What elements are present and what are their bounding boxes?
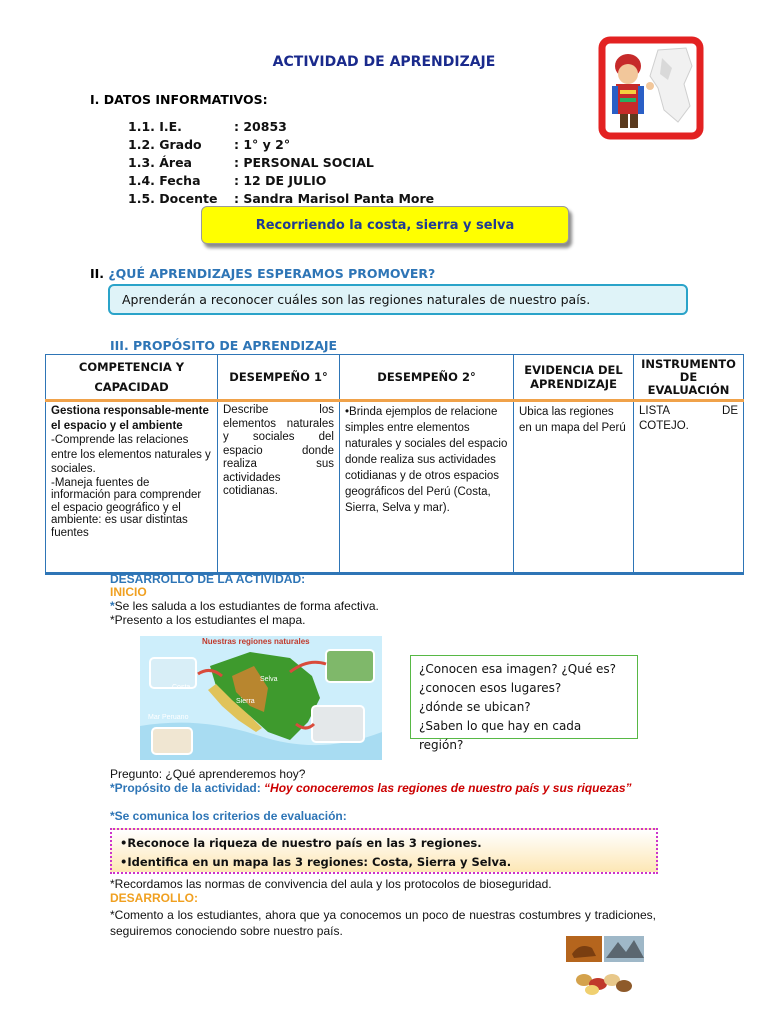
desarrollo-label: DESARROLLO: xyxy=(110,891,198,905)
criterio-1: •Reconoce la riqueza de nuestro país en las 3 regiones. xyxy=(120,836,482,850)
inicio-line-2: *Presento a los estudiantes el mapa. xyxy=(110,613,306,627)
bullet-star: * xyxy=(110,599,115,613)
cell-instrumento: LISTA DE COTEJO. xyxy=(634,401,744,574)
info-row-fecha xyxy=(128,172,434,190)
peru-regions-map xyxy=(140,636,382,760)
col-header-instrumento: INSTRUMENTO DE EVALUACIÓN xyxy=(634,355,744,401)
table-header-row xyxy=(46,355,744,401)
info-value: : 12 DE JULIO xyxy=(234,173,327,188)
competencia-capacidad-2: -Maneja fuentes de información para comprender el espacio geográfico y el ambiente: es usar distintas fuentes xyxy=(51,476,202,539)
normas-line: *Recordamos las normas de convivencia del aula y los protocolos de bioseguridad. xyxy=(110,877,552,891)
comento-paragraph: *Comento a los estudiantes, ahora que ya conocemos un poco de nuestras costumbres y tradiciones, seguiremos conociendo sobre nuestro país. xyxy=(110,908,656,938)
inicio-line-1 xyxy=(110,599,379,613)
section2-heading xyxy=(90,266,435,281)
col-header-competencia: COMPETENCIA Y CAPACIDAD xyxy=(46,355,218,401)
map-label-costa: Costa xyxy=(172,684,191,691)
activity-title-banner: Recorriendo la costa, sierra y selva xyxy=(201,206,569,244)
competencias-table xyxy=(45,354,744,575)
map-label-selva: Selva xyxy=(260,676,278,683)
page-title: ACTIVIDAD DE APRENDIZAJE xyxy=(272,54,496,70)
competencia-title: Gestiona responsable-mente el espacio y el ambiente xyxy=(51,405,209,432)
cell-desempeno2: •Brinda ejemplos de relacione simples entre elementos naturales y sociales del espacio donde realiza sus actividades cotidianas y de otros espacios geográficos del Perú (Costa, Sierra, Selva y mar). xyxy=(340,401,514,574)
inicio-line-1-text: Se les saluda a los estudiantes de forma afectiva. xyxy=(114,599,379,613)
question-4: ¿Saben lo que hay en cada región? xyxy=(419,719,582,752)
criterios-label: *Se comunica los criterios de evaluación: xyxy=(110,809,347,823)
question-2: ¿conocen esos lugares? xyxy=(419,681,562,695)
info-key: 1.1. I.E. xyxy=(128,119,182,134)
logo-peru-child-icon xyxy=(598,36,704,140)
learning-goal-box: Aprenderán a reconocer cuáles son las regiones naturales de nuestro país. xyxy=(108,284,688,315)
products-illustration xyxy=(562,936,648,996)
table-row xyxy=(46,401,744,574)
map-title: Nuestras regiones naturales xyxy=(202,637,310,646)
section2-number: II. xyxy=(90,266,105,281)
section3-heading: III. PROPÓSITO DE APRENDIZAJE xyxy=(110,338,338,353)
col-header-desempeno1: DESEMPEÑO 1° xyxy=(218,355,340,401)
info-key: 1.4. Fecha xyxy=(128,173,201,188)
proposito-label: *Propósito de la actividad: xyxy=(110,781,261,795)
section2-title: ¿QUÉ APRENDIZAJES ESPERAMOS PROMOVER? xyxy=(108,266,436,281)
info-value: : 1° y 2° xyxy=(234,137,291,152)
map-label-sierra: Sierra xyxy=(236,698,255,705)
info-value: : PERSONAL SOCIAL xyxy=(234,155,374,170)
question-1: ¿Conocen esa imagen? ¿Qué es? xyxy=(419,662,617,676)
cell-evidencia: Ubica las regiones en un mapa del Perú xyxy=(514,401,634,574)
info-row-ie xyxy=(128,118,434,136)
info-key: 1.5. Docente xyxy=(128,191,218,206)
inicio-label: INICIO xyxy=(110,585,147,599)
info-row-grado xyxy=(128,136,434,154)
proposito-text: “Hoy conoceremos las regiones de nuestro país y sus riquezas” xyxy=(264,781,632,795)
competencia-capacidad-1: -Comprende las relaciones entre los elementos naturales y sociales. xyxy=(51,434,211,475)
pregunto-line: Pregunto: ¿Qué aprenderemos hoy? xyxy=(110,767,306,781)
section1-heading: I. DATOS INFORMATIVOS: xyxy=(90,92,268,107)
col-header-desempeno2: DESEMPEÑO 2° xyxy=(340,355,514,401)
criterios-box xyxy=(110,828,658,874)
info-key: 1.2. Grado xyxy=(128,137,202,152)
map-label-mar: Mar Peruano xyxy=(148,714,189,721)
criterio-2: •Identifica en un mapa las 3 regiones: Costa, Sierra y Selva. xyxy=(120,855,512,869)
col-header-evidencia: EVIDENCIA DEL APRENDIZAJE xyxy=(514,355,634,401)
proposito-line xyxy=(110,781,656,795)
info-value: : Sandra Marisol Panta More xyxy=(234,191,435,206)
question-3: ¿dónde se ubican? xyxy=(419,700,531,714)
desarrollo-heading: DESARROLLO DE LA ACTIVIDAD: xyxy=(110,572,306,586)
cell-competencia xyxy=(46,401,218,574)
info-row-area xyxy=(128,154,434,172)
info-key: 1.3. Área xyxy=(128,155,192,170)
info-value: : 20853 xyxy=(234,119,287,134)
questions-box xyxy=(410,655,638,752)
datos-informativos-list xyxy=(128,118,434,208)
cell-desempeno1: Describe los elementos naturales y sociales del espacio donde realiza sus actividades cotidianas. xyxy=(218,401,340,574)
